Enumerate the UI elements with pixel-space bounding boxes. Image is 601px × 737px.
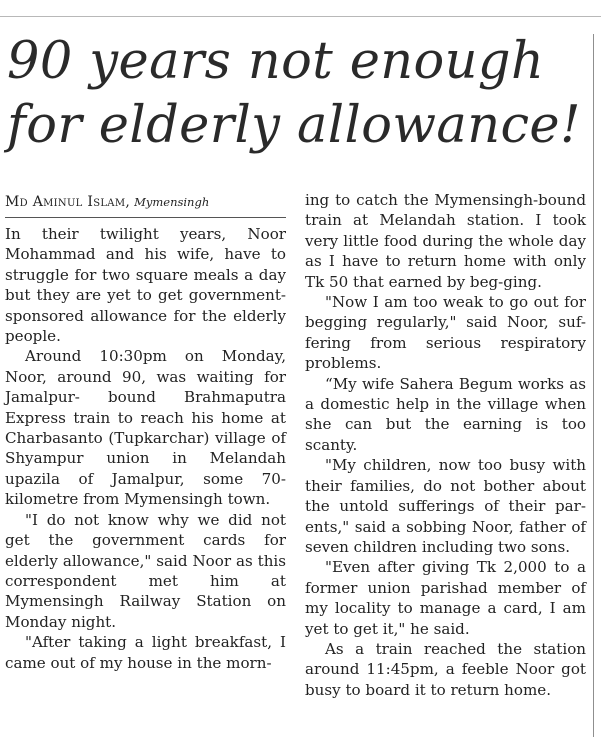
paragraph: As a train reached the station around 11:45pm, a feeble Noor got busy to board it to return home. [305, 639, 586, 699]
paragraph: "Even after giving Tk 2,000 to a former union parishad member of my locality to manage a card, I am yet to get it," he said. [305, 558, 586, 638]
right-column-text [305, 190, 586, 700]
paragraph: "I do not know why we did not get the government cards for elderly allowance," said Noor as this correspondent met him at Mymensingh Railway Station on Monday night. [5, 510, 286, 631]
paragraph: "After taking a light breakfast, I came out of my house in the morn- [5, 633, 286, 672]
byline-author: Md Aminul Islam, [5, 194, 131, 210]
top-rule [0, 16, 601, 17]
left-column-text [5, 224, 286, 673]
paragraph: Around 10:30pm on Monday, Noor, around 90, was waiting for Jamalpur- bound Brahmaputra Express train to reach his home at Charbasanto (Tupkarchar) village of Shyampur union in Melandah upazila of Jamalpur, some 70-kilometre from Mymensingh town. [5, 347, 286, 509]
byline-location: Mymensingh [134, 195, 210, 209]
article-column-right [305, 190, 586, 700]
paragraph: "Now I am too weak to go out for begging regularly," said Noor, suf-fering from serious respiratory problems. [305, 293, 586, 373]
paragraph: “My wife Sahera Begum works as a domestic help in the village when she can but the earning is too scanty. [305, 374, 586, 454]
byline [5, 193, 286, 218]
article-column-left [5, 193, 286, 673]
headline: 90 years not enough for elderly allowance! [7, 32, 581, 155]
paragraph: "My children, now too busy with their families, do not bother about the untold sufferings of their par-ents," said a sobbing Noor, father of seven children including two sons. [305, 456, 586, 556]
paragraph: In their twilight years, Noor Mohammad and his wife, have to struggle for two square meals a day but they are yet to get government-sponsored allowance for the elderly people. [5, 225, 286, 346]
paragraph: ing to catch the Mymensingh-bound train at Melandah station. I took very little food during the whole day as I have to return home with only Tk 50 that earned by beg-ging. [305, 191, 586, 291]
